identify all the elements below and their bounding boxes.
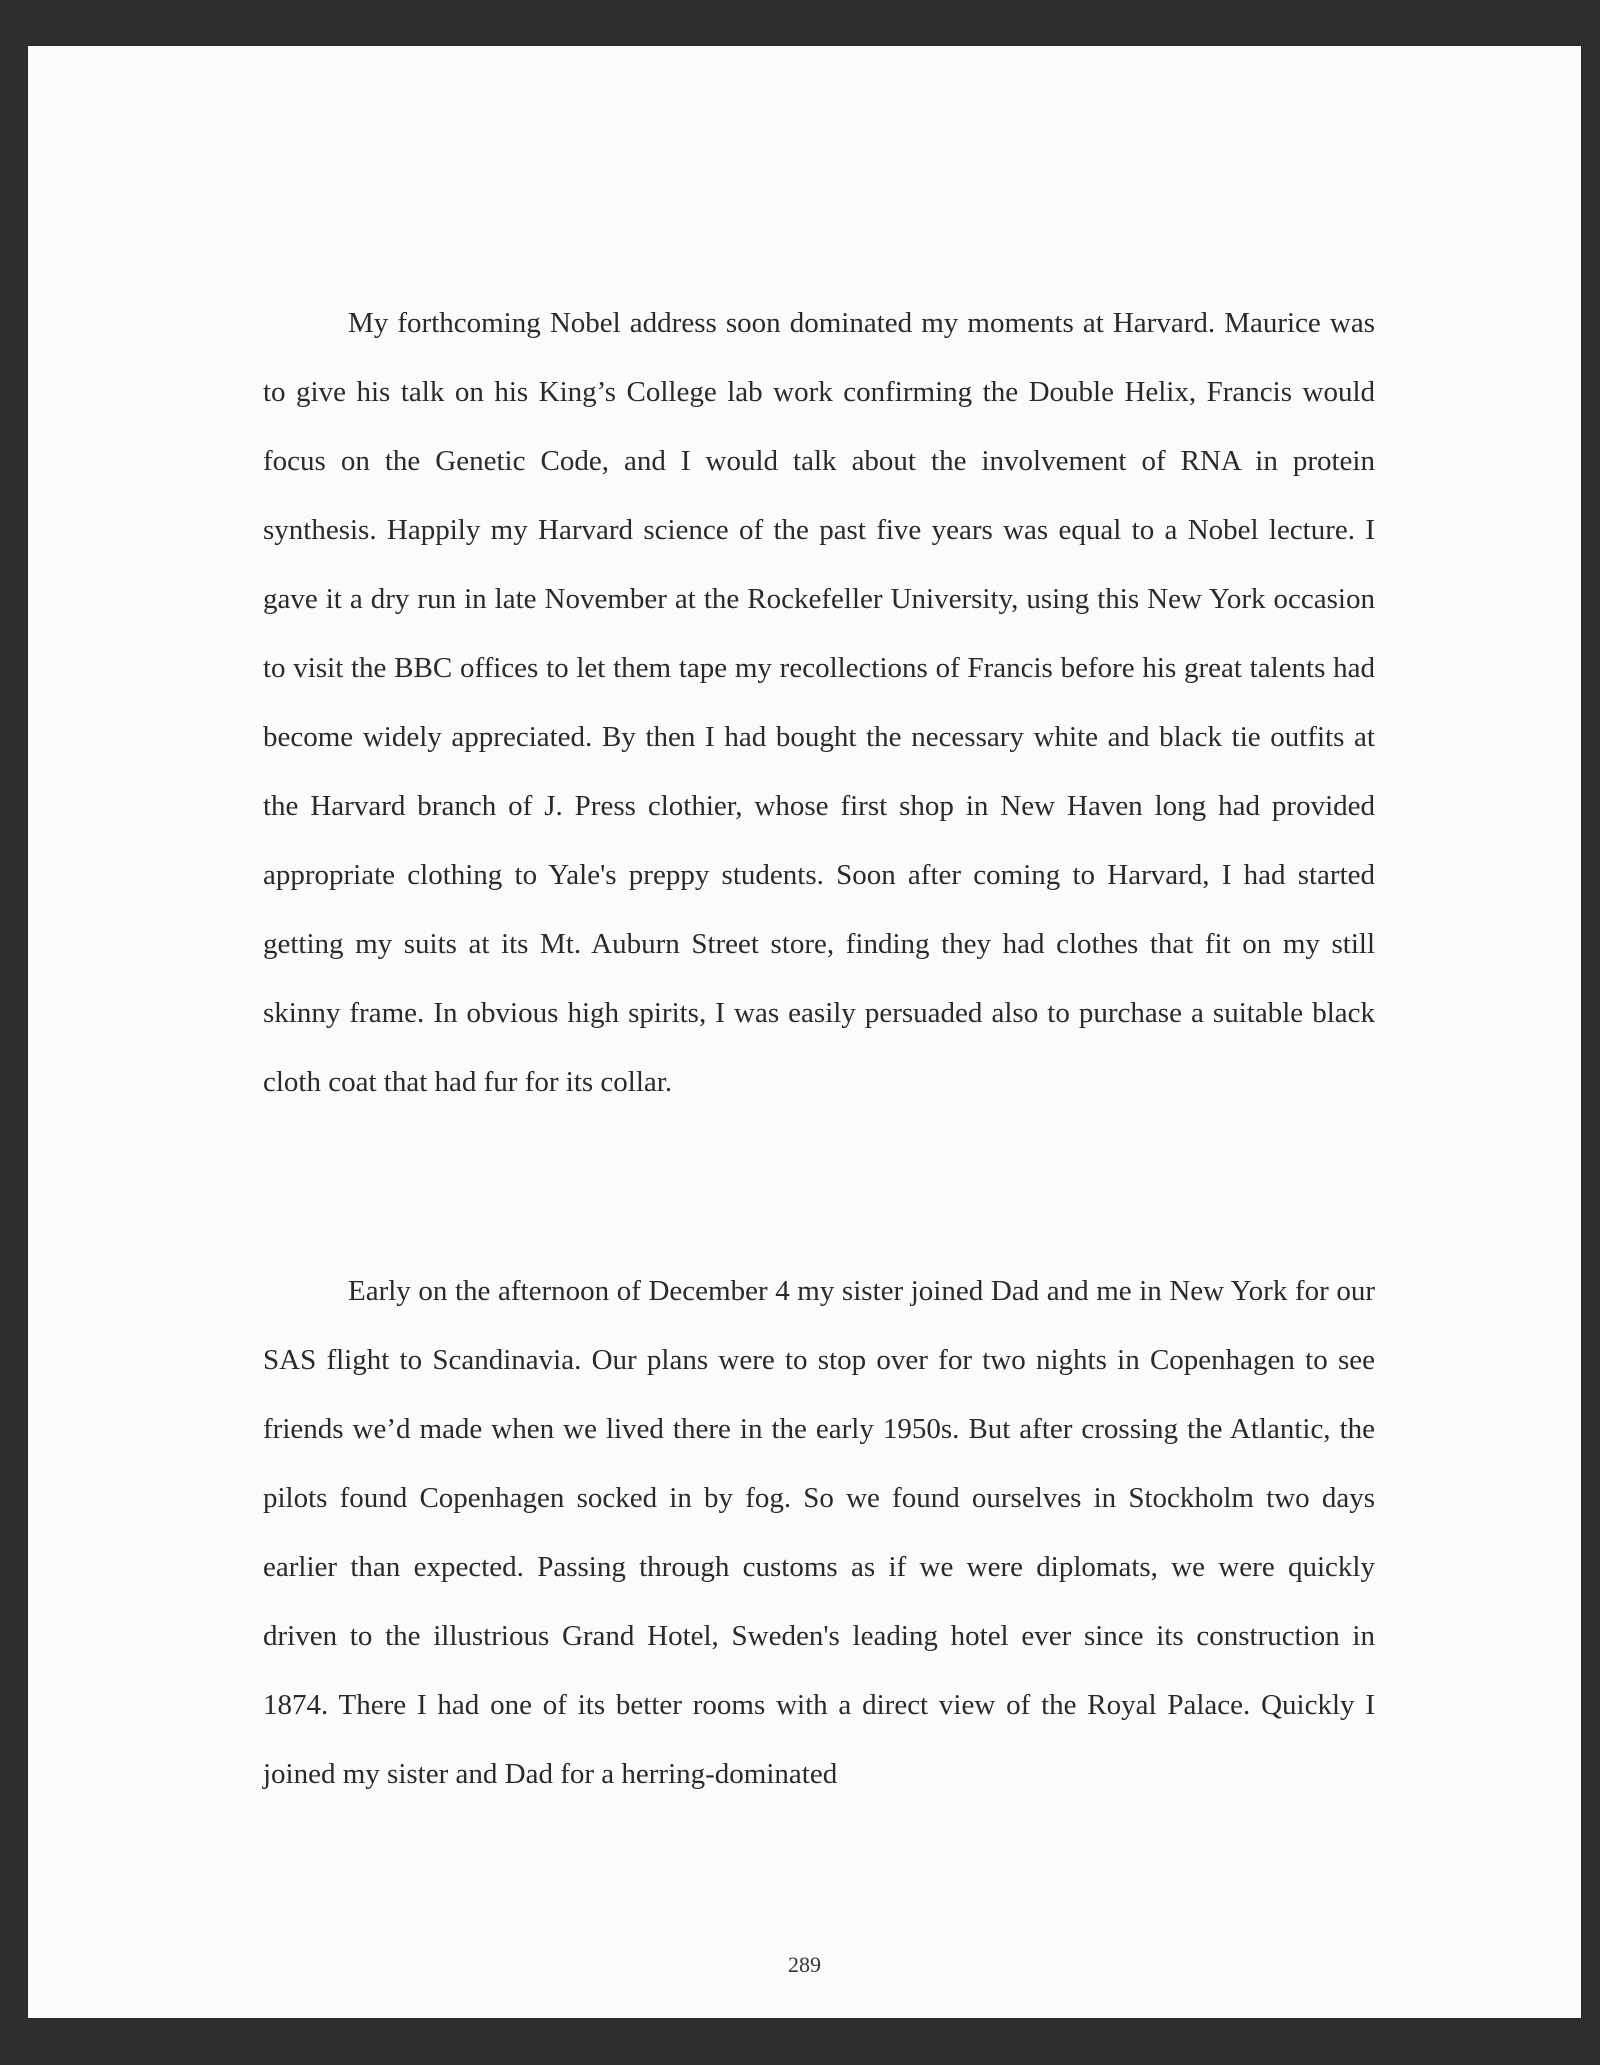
paragraph-nobel-address: My forthcoming Nobel address soon dominated my moments at Harvard. Maurice was to give his talk on his King’s College lab work confirming the Double Helix, Francis would focus on the Genetic Code, and I would talk about the involvement of RNA in protein synthesis. Happily my Harvard science of the past five years was equal to a Nobel lecture. I gave it a dry run in late November at the Rockefeller University, using this New York occasion to visit the BBC offices to let them tape my recollections of Francis before his great talents had become widely appreciated. By then I had bought the necessary white and black tie outfits at the Harvard branch of J. Press clothier, whose first shop in New Haven long had provided appropriate clothing to Yale's preppy students. Soon after coming to Harvard, I had started getting my suits at its Mt. Auburn Street store, finding they had clothes that fit on my still skinny frame. In obvious high spirits, I was easily persuaded also to purchase a suitable black cloth coat that had fur for its collar. [263, 307, 1375, 1098]
paper-sheet [28, 46, 1581, 2018]
page-number: 289 [788, 1952, 821, 1977]
paragraph-trip-to-stockholm: Early on the afternoon of December 4 my sister joined Dad and me in New York for our SAS flight to Scandinavia. Our plans were to stop over for two nights in Copenhagen to see friends we’d made when we lived there in the early 1950s. But after crossing the Atlantic, the pilots found Copenhagen socked in by fog. So we found ourselves in Stockholm two days earlier than expected. Passing through customs as if we were diplomats, we were quickly driven to the illustrious Grand Hotel, Sweden's leading hotel ever since its construction in 1874. There I had one of its better rooms with a direct view of the Royal Palace. Quickly I joined my sister and Dad for a herring-dominated [263, 1275, 1375, 1790]
